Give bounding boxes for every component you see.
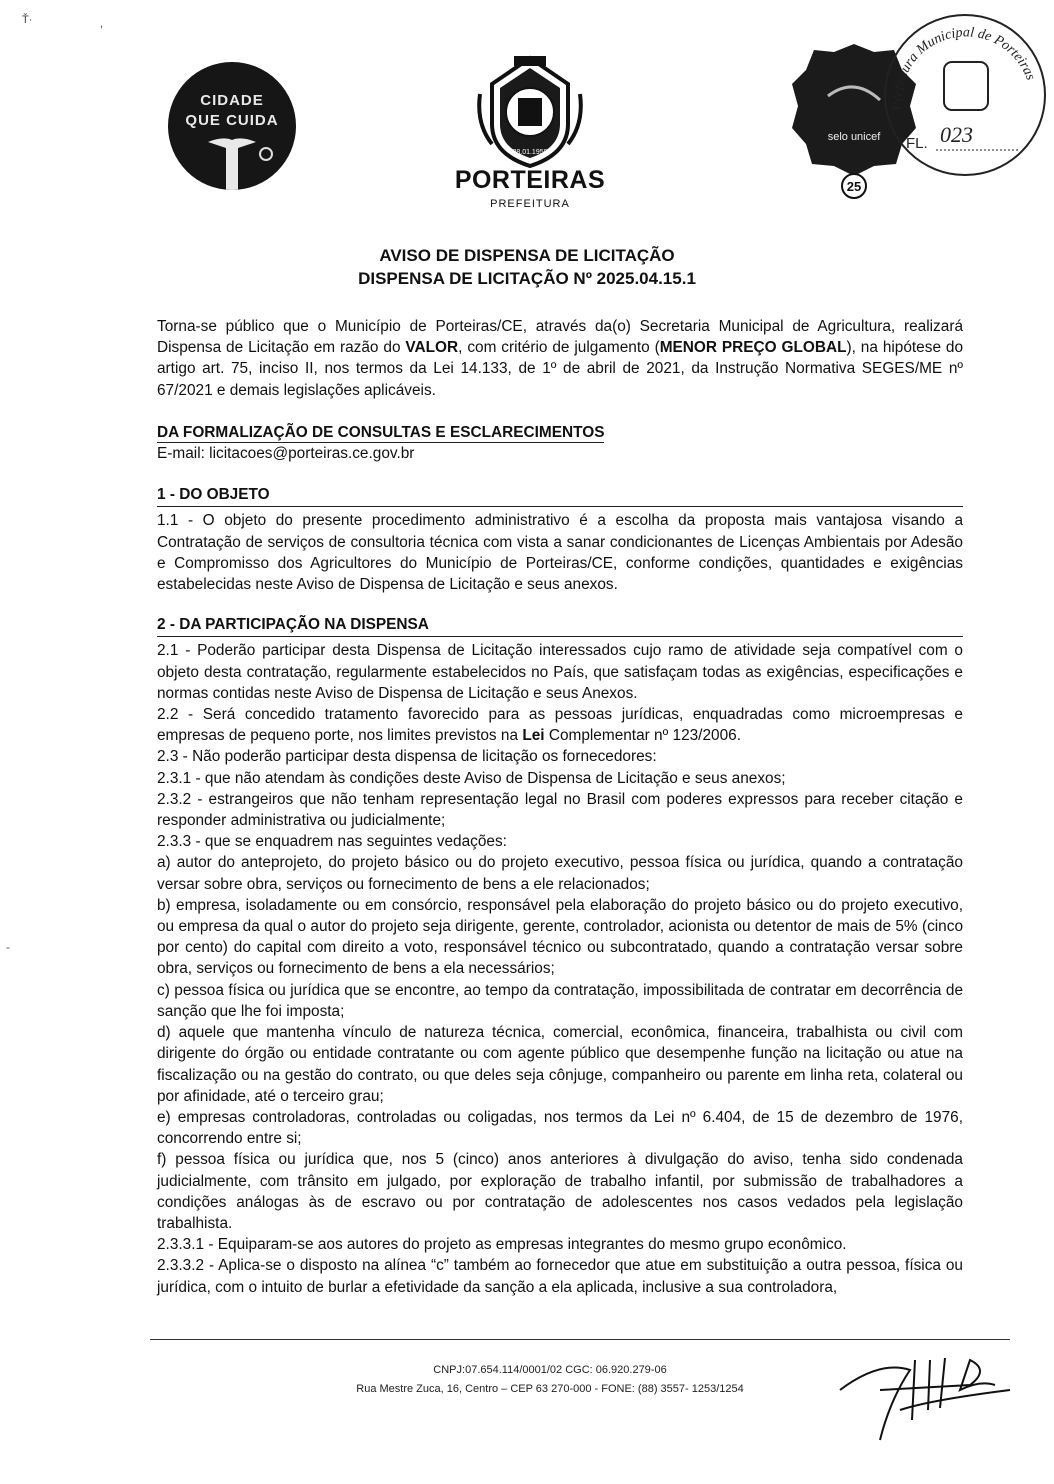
stamp-folio-number: 023 [940, 122, 973, 147]
stamp-folio-label: FL. [906, 135, 928, 152]
crest-date: 28.01.1959 [512, 149, 548, 156]
item-a: a) autor do anteprojeto, do projeto básico ou do projeto executivo, pessoa física ou jurídica, quando a contratação versar sobre obra, serviços ou fornecimento de bens a ele relacionados; [157, 854, 963, 893]
stamp-text: Prefeitura Municipal de Porteiras [890, 25, 1038, 111]
objeto-paragraph: 1.1 - O objeto do presente procedimento administrativo é a escolha da proposta mais vantajosa visando a Contratação de serviços de consultoria técnica com vista a sanar condicionantes de Licenças Ambientais por Adesão e Compromisso dos Agricultores do Município de Porteiras/CE, conforme condições, quantidades e exigências estabelecidas neste Aviso de Dispensa de Licitação e seus anexos. [157, 512, 963, 594]
item-2-3-1: 2.3.1 - que não atendam às condições deste Aviso de Dispensa de Licitação e seus anexos; [157, 769, 786, 787]
badge-text: selo unicef [827, 131, 881, 143]
scan-mark-comma: , [100, 18, 104, 30]
scan-mark-side: - [6, 940, 10, 954]
item-2-3-3: 2.3.3 - que se enquadrem nas seguintes vedações: [157, 833, 507, 851]
municipal-stamp [880, 10, 1050, 180]
brand-name: PORTEIRAS [454, 166, 606, 194]
handwritten-signature [820, 1330, 1020, 1460]
item-b: b) empresa, isoladamente ou em consórcio, responsável pela elaboração do projeto básico ou do projeto executivo, ou empresa da qual o autor do projeto seja dirigente, gerente, controlador, acionista ou detentor de mais de 5% (cinco por cento) do capital com direito a voto, responsável técnico ou subcontratado, quando a contratação versar sobre obra, serviços ou fornecimento de bens a ela necessários; [157, 896, 963, 978]
item-c: c) pessoa física ou jurídica que se encontre, ao tempo da contratação, impossibilitada de contratar em decorrência de sanção que lhe foi imposta; [157, 981, 963, 1020]
item-2-1: 2.1 - Poderão participar desta Dispensa de Licitação interessados cujo ramo de atividade seja compatível com o objeto desta contratação, regularmente estabelecidos no País, que satisfaçam todas as exigências, especificações e normas contidas neste Aviso de Dispensa de Licitação e seus Anexos. [157, 642, 963, 702]
logo-line-2: QUE CUIDA [185, 112, 279, 129]
contact-email: E-mail: licitacoes@porteiras.ce.gov.br [157, 445, 415, 463]
document-body [157, 316, 963, 1298]
cidade-que-cuida-logo [168, 62, 296, 190]
item-f: f) pessoa física ou jurídica que, nos 5 (cinco) anos anteriores à divulgação do aviso, tenha sido condenada judicialmente, com trânsito em julgado, por exploração de trabalho infantil, por submissão de trabalhadores a condições análogas às de escravo ou por contratação de adolescentes nos casos vedados pela legislação trabalhista. [157, 1151, 963, 1232]
item-e: e) empresas controladoras, controladas ou coligadas, nos termos da Lei nº 6.404, de 15 de dezembro de 1976, concorrendo entre si; [157, 1108, 963, 1148]
logo-line-1: CIDADE [200, 92, 264, 109]
intro-paragraph: Torna-se público que o Município de Porteiras/CE, através da(o) Secretaria Municipal de Agricultura, realizará Dispensa de Licitação em razão do VALOR, com critério de julgamento (MENOR PREÇO GLOBAL), na hipótese do artigo art. 75, inciso II, nos termos da Lei 14.133, de 1º de abril de 2021, da Instrução Normativa SEGES/ME nº 67/2021 e demais legislações aplicáveis. [157, 318, 964, 399]
footer-address: Rua Mestre Zuca, 16, Centro – CEP 63 270-000 - FONE: (88) 3557- 1253/1254 [356, 1383, 744, 1395]
item-2-3: 2.3 - Não poderão participar desta dispensa de licitação os fornecedores: [157, 748, 657, 766]
scan-mark: Ť· [22, 14, 33, 26]
item-2-3-3-1: 2.3.3.1 - Equiparam-se aos autores do projeto as empresas integrantes do mesmo grupo econômico. [157, 1236, 847, 1254]
consultas-title: DA FORMALIZAÇÃO DE CONSULTAS E ESCLARECIMENTOS [157, 423, 605, 441]
footer-cnpj: CNPJ:07.654.114/0001/02 CGC: 06.920.279-06 [433, 1364, 667, 1376]
document-subtitle: DISPENSA DE LICITAÇÃO Nº 2025.04.15.1 [358, 269, 696, 288]
item-2-3-2: 2.3.2 - estrangeiros que não tenham representação legal no Brasil com poderes expressos para receber citação e responder administrativa ou judicialmente; [157, 790, 963, 830]
svg-text:Prefeitura Municipal de Portei [890, 25, 1038, 112]
badge-number: 25 [846, 179, 862, 194]
item-2-2: 2.2 - Será concedido tratamento favorecido para as pessoas jurídicas, enquadradas como microempresas e empresas de pequeno porte, nos limites previstos na Lei Complementar nº 123/2006. [157, 706, 963, 745]
brand-subtitle: PREFEITURA [490, 198, 570, 210]
porteiras-crest-icon [472, 54, 588, 170]
document-title: AVISO DE DISPENSA DE LICITAÇÃO [379, 246, 675, 265]
objeto-title: 1 - DO OBJETO [157, 484, 963, 507]
item-2-3-3-2: 2.3.3.2 - Aplica-se o disposto na alínea “c” também ao fornecedor que atue em substituição a outra pessoa, física ou jurídica, com o intuito de burlar a efetividade da sanção a ela aplicada, inclusive a sua controladora, [157, 1257, 963, 1296]
logo-figure-icon [168, 62, 296, 190]
participacao-title: 2 - DA PARTICIPAÇÃO NA DISPENSA [157, 614, 963, 637]
item-d: d) aquele que mantenha vínculo de natureza técnica, comercial, econômica, financeira, trabalhista ou civil com dirigente do órgão ou entidade contratante ou com agente público que desempenhe função na licitação ou atue na fiscalização ou na gestão do contrato, ou que deles seja cônjuge, companheiro ou parente em linha reta, colateral ou por afinidade, até o terceiro grau; [157, 1024, 963, 1105]
